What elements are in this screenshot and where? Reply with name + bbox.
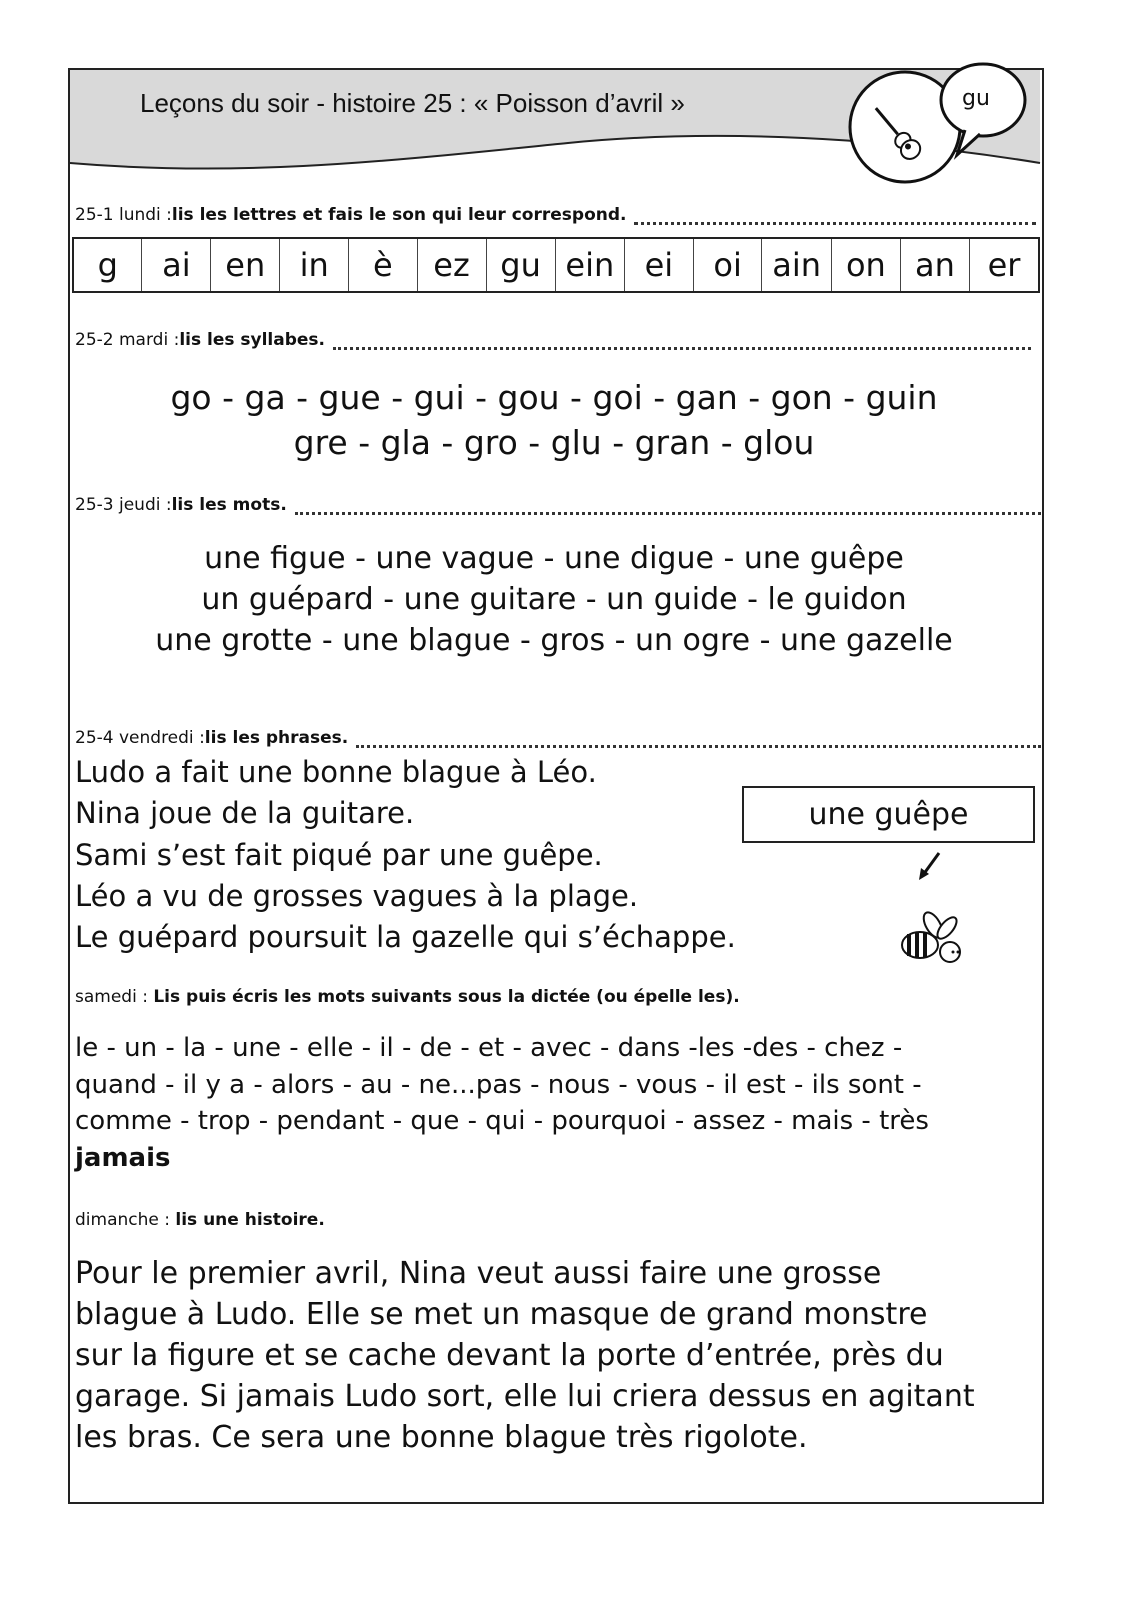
- syllable-line: gre - gla - gro - glu - gran - glou: [293, 423, 815, 462]
- dictation-line: le - un - la - une - elle - il - de - et - avec - dans -les -des - chez -: [75, 1033, 903, 1063]
- sentence: Nina joue de la guitare.: [75, 796, 415, 831]
- letter-cell: ain: [762, 238, 831, 292]
- sound-mascot: [845, 60, 1035, 190]
- section-2-heading: [75, 330, 1031, 350]
- section-5-heading: [75, 987, 740, 1007]
- section-instruction: lis les mots.: [171, 495, 287, 515]
- section-label: samedi :: [75, 987, 154, 1007]
- story-line: sur la figure et se cache devant la porte d’entrée, près du: [75, 1338, 944, 1373]
- dotted-line: [356, 733, 1041, 748]
- dictation-new-word: jamais: [75, 1142, 171, 1173]
- word-line: un guépard - une guitare - un guide - le guidon: [201, 582, 907, 617]
- bee-icon: [895, 910, 970, 970]
- section-instruction: Lis puis écris les mots suivants sous la dictée (ou épelle les).: [153, 987, 740, 1007]
- section-instruction: lis les syllabes.: [179, 330, 325, 350]
- sentences: [75, 752, 736, 958]
- dotted-line: [295, 500, 1041, 515]
- story-line: blague à Ludo. Elle se met un masque de grand monstre: [75, 1297, 928, 1332]
- dictation-line: quand - il y a - alors - au - ne...pas - nous - vous - il est - ils sont -: [75, 1069, 922, 1100]
- section-instruction: lis les phrases.: [204, 728, 349, 748]
- sentence: Sami s’est fait piqué par une guêpe.: [75, 837, 603, 872]
- section-label: 25-4 vendredi :: [75, 728, 205, 748]
- letter-cell: er: [970, 238, 1039, 292]
- syllables: [68, 375, 1040, 465]
- sentence: Léo a vu de grosses vagues à la plage.: [75, 878, 639, 913]
- story-line: garage. Si jamais Ludo sort, elle lui criera dessus en agitant: [75, 1379, 975, 1414]
- section-label: 25-1 lundi :: [75, 205, 172, 225]
- story-line: Pour le premier avril, Nina veut aussi faire une grosse: [75, 1256, 882, 1291]
- word-list: [68, 538, 1040, 661]
- sentence: Ludo a fait une bonne blague à Léo.: [75, 755, 597, 789]
- dictation-line: comme - trop - pendant - que - qui - pourquoi - assez - mais - très: [75, 1106, 929, 1136]
- section-label: 25-3 jeudi :: [75, 495, 172, 515]
- word-line: une figue - une vague - une digue - une guêpe: [204, 541, 904, 576]
- section-4-heading: [75, 728, 1041, 748]
- letter-cell: è: [349, 238, 417, 292]
- dotted-line: [333, 335, 1031, 350]
- letters-table: [72, 237, 1040, 293]
- section-label: 25-2 mardi :: [75, 330, 180, 350]
- word-line: une grotte - une blague - gros - un ogre - une gazelle: [155, 623, 953, 658]
- section-instruction: lis les lettres et fais le son qui leur correspond.: [171, 205, 627, 225]
- letter-cell: an: [900, 238, 969, 292]
- letter-cell: g: [73, 238, 142, 292]
- section-6-heading: [75, 1210, 325, 1230]
- sentence: Le guépard poursuit la gazelle qui s’échappe.: [75, 920, 736, 955]
- letter-cell: ein: [555, 238, 624, 292]
- letter-cell: on: [831, 238, 900, 292]
- letter-cell: ei: [625, 238, 694, 292]
- dotted-line: [634, 210, 1036, 225]
- dictation-words: [75, 1030, 929, 1176]
- arrow-icon: [915, 850, 945, 882]
- section-label: dimanche :: [75, 1210, 176, 1230]
- letter-cell: oi: [693, 238, 762, 292]
- letter-cell: ai: [142, 238, 211, 292]
- sound-bubble-text: gu: [962, 86, 990, 111]
- story-line: les bras. Ce sera une bonne blague très rigolote.: [75, 1420, 808, 1455]
- vocab-box: une guêpe: [742, 786, 1035, 843]
- letter-cell: gu: [486, 238, 555, 292]
- section-3-heading: [75, 495, 1041, 515]
- letter-cell: ez: [417, 238, 486, 292]
- page-title: Leçons du soir - histoire 25 : « Poisson d’avril »: [140, 88, 685, 118]
- story-text: [75, 1253, 975, 1458]
- section-instruction: lis une histoire.: [175, 1210, 325, 1230]
- letter-cell: in: [280, 238, 349, 292]
- syllable-line: go - ga - gue - gui - gou - goi - gan - gon - guin: [170, 378, 938, 417]
- section-1-heading: [75, 205, 1036, 225]
- letter-cell: en: [211, 238, 280, 292]
